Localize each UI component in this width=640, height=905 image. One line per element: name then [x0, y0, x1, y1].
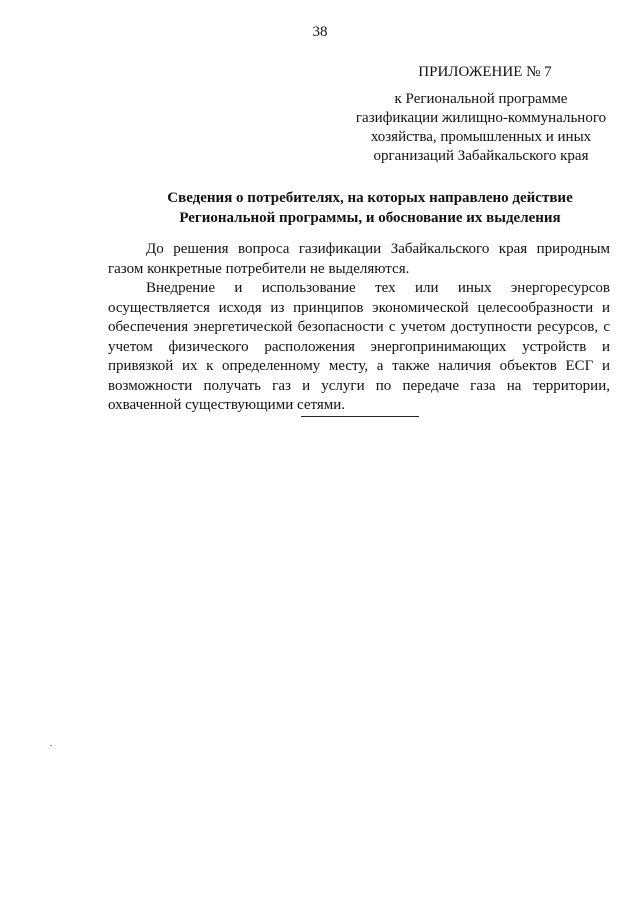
appendix-reference-line: организаций Забайкальского края: [373, 148, 589, 164]
document-heading: [110, 188, 630, 228]
body-paragraph: До решения вопроса газификации Забайкальского края природным газом конкретные потребители не выделяются.: [108, 241, 610, 277]
scan-mark: [50, 745, 52, 746]
document-heading-line: Региональной программы, и обоснование их выделения: [179, 210, 561, 226]
appendix-reference-line: хозяйства, промышленных и иных: [370, 129, 592, 145]
appendix-reference: [350, 90, 612, 166]
end-divider-line: [301, 416, 419, 417]
appendix-reference-line: газификации жилищно-коммунального: [355, 110, 607, 126]
body-text: [108, 240, 610, 416]
appendix-title: ПРИЛОЖЕНИЕ № 7: [418, 64, 552, 80]
page-number: 38: [312, 24, 328, 40]
body-paragraph: Внедрение и использование тех или иных энергоресурсов осуществляется исходя из принципов экономической целесообразности и обеспечения энергетической безопасности с учетом доступности ресурсов, с учетом физического расположения энергопринимающих устройств и привязкой их к определенному месту, а также наличия объектов ЕСГ и возможности получать газ и услуги по передаче газа на территории, охваченной существующими сетями.: [108, 280, 610, 413]
appendix-reference-line: к Региональной программе: [394, 91, 568, 107]
document-heading-line: Сведения о потребителях, на которых направлено действие: [167, 190, 573, 206]
